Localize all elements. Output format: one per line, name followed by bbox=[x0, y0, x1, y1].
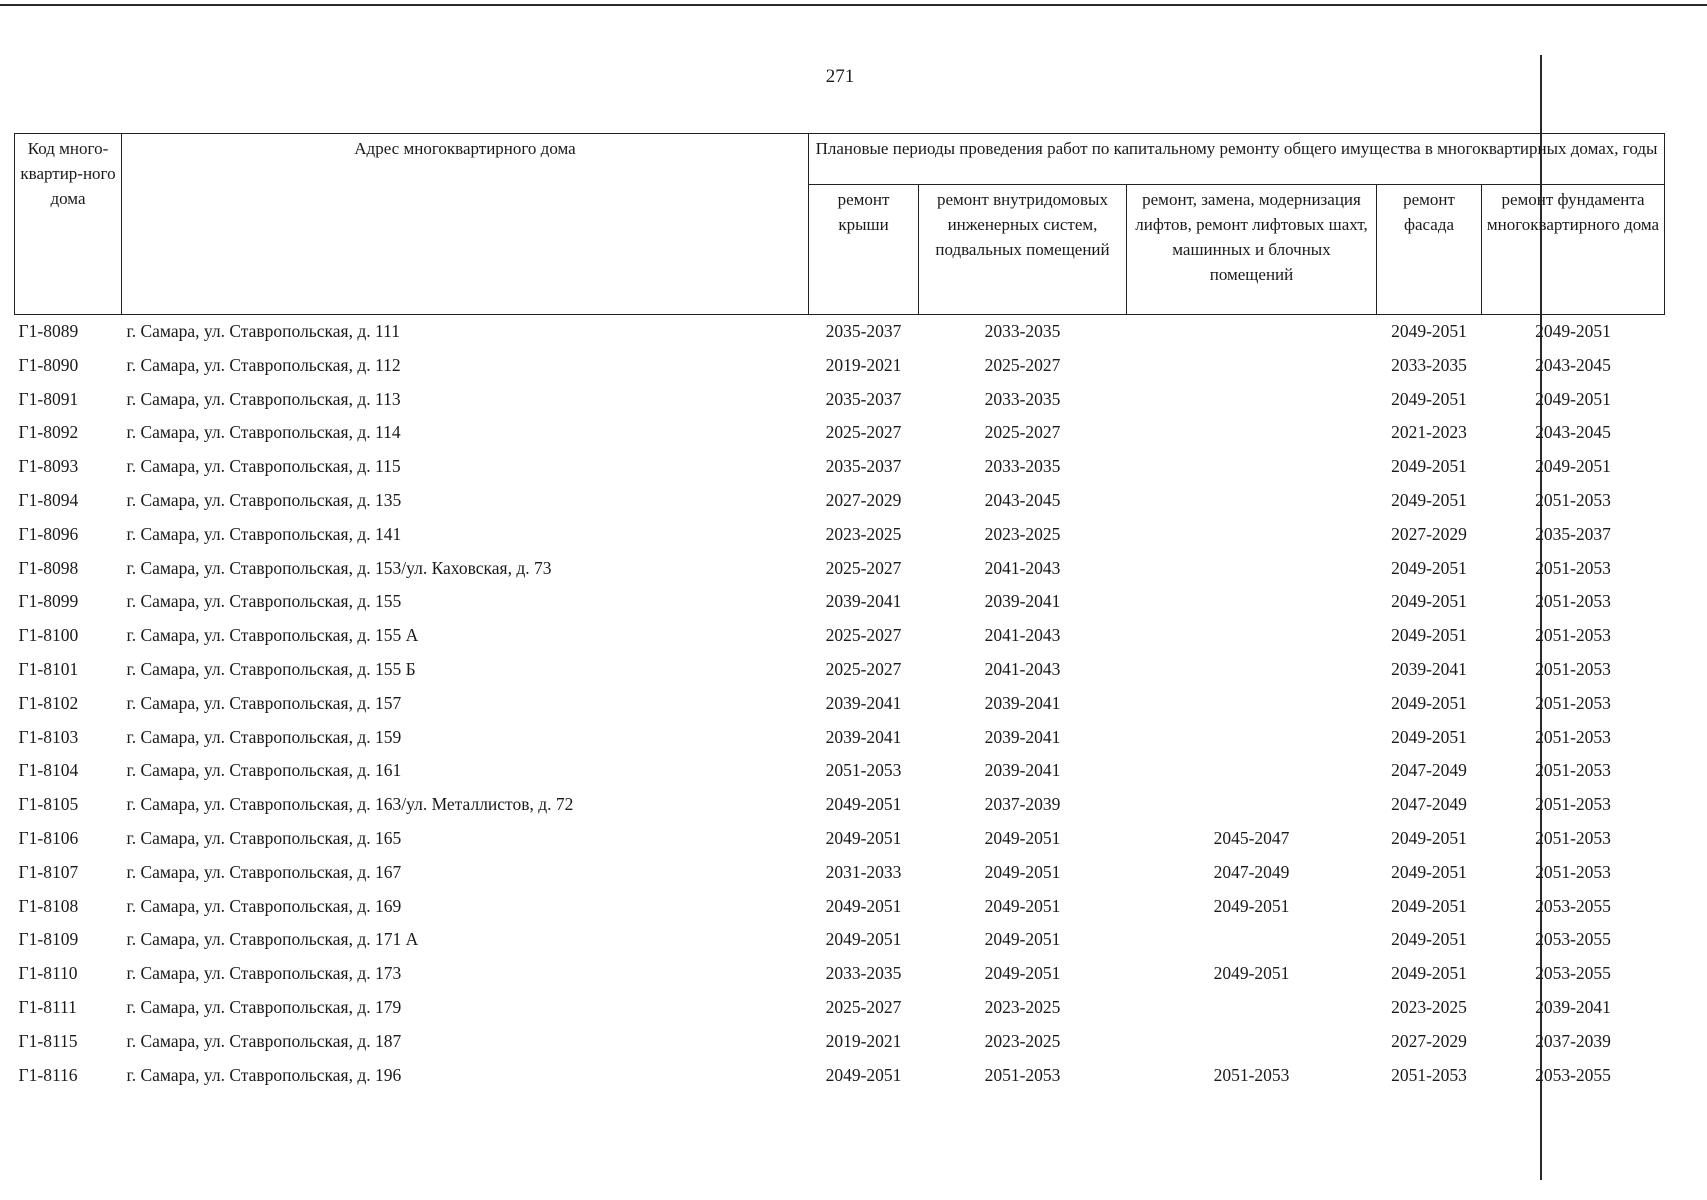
table-row bbox=[15, 585, 1665, 619]
cell-engineering: 2039-2041 bbox=[984, 760, 1061, 781]
cell-code: Г1-8116 bbox=[18, 1064, 78, 1085]
cell-facade: 2047-2049 bbox=[1391, 794, 1467, 815]
cell-roof: 2035-2037 bbox=[825, 321, 902, 341]
cell-address: г. Самара, ул. Ставропольская, д. 115 bbox=[126, 456, 401, 477]
cell-engineering: 2049-2051 bbox=[984, 861, 1061, 882]
cell-elevators bbox=[1127, 383, 1377, 417]
cell-roof: 2049-2051 bbox=[825, 895, 902, 916]
top-rule bbox=[0, 4, 1707, 6]
table-row bbox=[15, 923, 1665, 957]
cell-roof: 2035-2037 bbox=[825, 388, 902, 409]
cell-roof: 2025-2027 bbox=[825, 996, 902, 1017]
cell-facade: 2049-2051 bbox=[1391, 895, 1467, 916]
cell-foundation: 2053-2055 bbox=[1535, 963, 1611, 984]
cell-code: Г1-8093 bbox=[18, 456, 79, 477]
cell-facade: 2049-2051 bbox=[1391, 489, 1467, 510]
cell-address: г. Самара, ул. Ставропольская, д. 171 А bbox=[126, 929, 419, 950]
cell-facade: 2049-2051 bbox=[1391, 827, 1467, 848]
cell-foundation: 2053-2055 bbox=[1535, 895, 1611, 916]
header-roof: ремонт крыши bbox=[809, 185, 919, 315]
table-row bbox=[15, 687, 1665, 721]
cell-code: Г1-8115 bbox=[18, 1030, 78, 1051]
table-row bbox=[15, 349, 1665, 383]
cell-code: Г1-8092 bbox=[18, 422, 79, 443]
cell-engineering: 2037-2039 bbox=[984, 794, 1061, 815]
cell-elevators: 2045-2047 bbox=[1213, 827, 1290, 848]
cell-engineering: 2041-2043 bbox=[984, 625, 1061, 646]
cell-roof: 2039-2041 bbox=[825, 726, 902, 747]
cell-elevators bbox=[1127, 315, 1377, 349]
cell-elevators bbox=[1127, 518, 1377, 552]
cell-roof: 2025-2027 bbox=[825, 625, 902, 646]
cell-address: г. Самара, ул. Ставропольская, д. 157 bbox=[126, 692, 402, 713]
cell-code: Г1-8106 bbox=[18, 827, 79, 848]
cell-facade: 2049-2051 bbox=[1391, 625, 1467, 646]
cell-elevators bbox=[1127, 1025, 1377, 1059]
cell-elevators bbox=[1127, 687, 1377, 721]
table-row bbox=[15, 653, 1665, 687]
cell-facade: 2047-2049 bbox=[1391, 760, 1467, 781]
cell-address: г. Самара, ул. Ставропольская, д. 155 Б bbox=[126, 658, 416, 679]
cell-roof: 2049-2051 bbox=[825, 929, 902, 950]
cell-address: г. Самара, ул. Ставропольская, д. 112 bbox=[126, 354, 401, 375]
cell-foundation: 2051-2053 bbox=[1535, 794, 1611, 815]
table-row bbox=[15, 383, 1665, 417]
cell-foundation: 2043-2045 bbox=[1535, 422, 1611, 443]
header-address: Адрес многоквартирного дома bbox=[122, 134, 809, 315]
table-row bbox=[15, 890, 1665, 924]
cell-elevators bbox=[1127, 349, 1377, 383]
cell-code: Г1-8100 bbox=[18, 625, 79, 646]
cell-address: г. Самара, ул. Ставропольская, д. 135 bbox=[126, 489, 402, 510]
cell-code: Г1-8103 bbox=[18, 726, 79, 747]
cell-foundation: 2051-2053 bbox=[1535, 658, 1611, 679]
cell-foundation: 2037-2039 bbox=[1535, 1030, 1611, 1051]
cell-elevators bbox=[1127, 585, 1377, 619]
table-row bbox=[15, 619, 1665, 653]
table-header bbox=[15, 134, 1665, 315]
cell-address: г. Самара, ул. Ставропольская, д. 111 bbox=[126, 321, 400, 341]
table-row bbox=[15, 484, 1665, 518]
cell-code: Г1-8110 bbox=[18, 963, 78, 984]
cell-elevators: 2049-2051 bbox=[1213, 963, 1290, 984]
cell-engineering: 2039-2041 bbox=[984, 726, 1061, 747]
cell-address: г. Самара, ул. Ставропольская, д. 155 А bbox=[126, 625, 419, 646]
cell-facade: 2049-2051 bbox=[1391, 591, 1467, 612]
cell-address: г. Самара, ул. Ставропольская, д. 165 bbox=[126, 827, 402, 848]
table-row bbox=[15, 1025, 1665, 1059]
cell-code: Г1-8090 bbox=[18, 354, 79, 375]
cell-engineering: 2033-2035 bbox=[984, 388, 1061, 409]
cell-engineering: 2049-2051 bbox=[984, 963, 1061, 984]
cell-facade: 2023-2025 bbox=[1391, 996, 1467, 1017]
cell-facade: 2049-2051 bbox=[1391, 321, 1467, 341]
header-code: Код много-квартир-ного дома bbox=[15, 134, 122, 315]
cell-engineering: 2025-2027 bbox=[984, 422, 1061, 443]
cell-roof: 2035-2037 bbox=[825, 456, 902, 477]
cell-foundation: 2053-2055 bbox=[1535, 929, 1611, 950]
header-foundation: ремонт фундамента многоквартирного дома bbox=[1482, 185, 1665, 315]
cell-facade: 2049-2051 bbox=[1391, 456, 1467, 477]
cell-engineering: 2033-2035 bbox=[984, 456, 1061, 477]
cell-roof: 2049-2051 bbox=[825, 794, 902, 815]
header-facade: ремонт фасада bbox=[1377, 185, 1482, 315]
cell-engineering: 2033-2035 bbox=[984, 321, 1061, 341]
table-row bbox=[15, 552, 1665, 586]
cell-foundation: 2049-2051 bbox=[1535, 456, 1611, 477]
cell-code: Г1-8101 bbox=[18, 658, 79, 679]
cell-elevators bbox=[1127, 653, 1377, 687]
cell-address: г. Самара, ул. Ставропольская, д. 179 bbox=[126, 996, 402, 1017]
cell-foundation: 2051-2053 bbox=[1535, 760, 1611, 781]
table-row bbox=[15, 518, 1665, 552]
cell-facade: 2049-2051 bbox=[1391, 861, 1467, 882]
cell-code: Г1-8099 bbox=[18, 591, 79, 612]
cell-code: Г1-8111 bbox=[18, 996, 77, 1017]
cell-facade: 2021-2023 bbox=[1391, 422, 1467, 443]
cell-foundation: 2051-2053 bbox=[1535, 557, 1611, 578]
cell-address: г. Самара, ул. Ставропольская, д. 114 bbox=[126, 422, 401, 443]
table-row bbox=[15, 856, 1665, 890]
cell-code: Г1-8096 bbox=[18, 523, 79, 544]
cell-roof: 2031-2033 bbox=[825, 861, 902, 882]
table-row bbox=[15, 1059, 1665, 1093]
cell-code: Г1-8094 bbox=[18, 489, 79, 510]
cell-foundation: 2039-2041 bbox=[1535, 996, 1611, 1017]
cell-facade: 2051-2053 bbox=[1391, 1064, 1467, 1085]
cell-foundation: 2049-2051 bbox=[1535, 321, 1611, 341]
cell-engineering: 2051-2053 bbox=[984, 1064, 1061, 1085]
table-row bbox=[15, 416, 1665, 450]
cell-foundation: 2049-2051 bbox=[1535, 388, 1611, 409]
repair-schedule-table bbox=[14, 133, 1665, 1092]
cell-roof: 2051-2053 bbox=[825, 760, 902, 781]
cell-engineering: 2043-2045 bbox=[984, 489, 1061, 510]
cell-engineering: 2041-2043 bbox=[984, 658, 1061, 679]
cell-roof: 2025-2027 bbox=[825, 658, 902, 679]
table-row bbox=[15, 991, 1665, 1025]
table-body bbox=[15, 315, 1665, 1093]
cell-foundation: 2053-2055 bbox=[1535, 1064, 1611, 1085]
cell-elevators: 2049-2051 bbox=[1213, 895, 1290, 916]
cell-engineering: 2049-2051 bbox=[984, 895, 1061, 916]
cell-facade: 2049-2051 bbox=[1391, 963, 1467, 984]
table-row bbox=[15, 788, 1665, 822]
cell-facade: 2027-2029 bbox=[1391, 1030, 1467, 1051]
cell-facade: 2049-2051 bbox=[1391, 929, 1467, 950]
cell-elevators bbox=[1127, 484, 1377, 518]
cell-facade: 2027-2029 bbox=[1391, 523, 1467, 544]
cell-code: Г1-8098 bbox=[18, 557, 79, 578]
cell-foundation: 2051-2053 bbox=[1535, 827, 1611, 848]
cell-elevators: 2051-2053 bbox=[1213, 1064, 1290, 1085]
cell-engineering: 2041-2043 bbox=[984, 557, 1061, 578]
cell-code: Г1-8089 bbox=[18, 321, 79, 341]
cell-roof: 2039-2041 bbox=[825, 692, 902, 713]
cell-foundation: 2051-2053 bbox=[1535, 726, 1611, 747]
table-row bbox=[15, 721, 1665, 755]
cell-foundation: 2051-2053 bbox=[1535, 861, 1611, 882]
cell-engineering: 2023-2025 bbox=[984, 996, 1061, 1017]
cell-facade: 2049-2051 bbox=[1391, 557, 1467, 578]
table-row bbox=[15, 315, 1665, 349]
cell-engineering: 2023-2025 bbox=[984, 523, 1061, 544]
cell-address: г. Самара, ул. Ставропольская, д. 167 bbox=[126, 861, 402, 882]
cell-foundation: 2051-2053 bbox=[1535, 489, 1611, 510]
cell-address: г. Самара, ул. Ставропольская, д. 161 bbox=[126, 760, 402, 781]
cell-elevators bbox=[1127, 754, 1377, 788]
cell-elevators: 2047-2049 bbox=[1213, 861, 1290, 882]
cell-elevators bbox=[1127, 450, 1377, 484]
table-row bbox=[15, 754, 1665, 788]
cell-address: г. Самара, ул. Ставропольская, д. 163/ул. Металлистов, д. 72 bbox=[126, 794, 574, 815]
cell-code: Г1-8105 bbox=[18, 794, 79, 815]
cell-address: г. Самара, ул. Ставропольская, д. 153/ул. Каховская, д. 73 bbox=[126, 557, 552, 578]
cell-facade: 2033-2035 bbox=[1391, 354, 1467, 375]
cell-facade: 2039-2041 bbox=[1391, 658, 1467, 679]
cell-elevators bbox=[1127, 552, 1377, 586]
cell-code: Г1-8107 bbox=[18, 861, 79, 882]
cell-foundation: 2043-2045 bbox=[1535, 354, 1611, 375]
cell-roof: 2039-2041 bbox=[825, 591, 902, 612]
cell-engineering: 2039-2041 bbox=[984, 591, 1061, 612]
cell-roof: 2049-2051 bbox=[825, 827, 902, 848]
cell-elevators bbox=[1127, 721, 1377, 755]
cell-elevators bbox=[1127, 923, 1377, 957]
cell-roof: 2049-2051 bbox=[825, 1064, 902, 1085]
cell-code: Г1-8091 bbox=[18, 388, 79, 409]
cell-code: Г1-8108 bbox=[18, 895, 79, 916]
cell-foundation: 2051-2053 bbox=[1535, 692, 1611, 713]
table-row bbox=[15, 822, 1665, 856]
header-engineering: ремонт внутридомовых инженерных систем, подвальных помещений bbox=[919, 185, 1127, 315]
cell-elevators bbox=[1127, 416, 1377, 450]
cell-roof: 2027-2029 bbox=[825, 489, 902, 510]
cell-foundation: 2051-2053 bbox=[1535, 625, 1611, 646]
cell-engineering: 2049-2051 bbox=[984, 929, 1061, 950]
cell-engineering: 2039-2041 bbox=[984, 692, 1061, 713]
cell-elevators bbox=[1127, 788, 1377, 822]
cell-elevators bbox=[1127, 991, 1377, 1025]
cell-address: г. Самара, ул. Ставропольская, д. 155 bbox=[126, 591, 402, 612]
cell-roof: 2025-2027 bbox=[825, 557, 902, 578]
table-row bbox=[15, 957, 1665, 991]
cell-foundation: 2051-2053 bbox=[1535, 591, 1611, 612]
cell-address: г. Самара, ул. Ставропольская, д. 187 bbox=[126, 1030, 402, 1051]
cell-code: Г1-8102 bbox=[18, 692, 79, 713]
cell-address: г. Самара, ул. Ставропольская, д. 141 bbox=[126, 523, 402, 544]
cell-facade: 2049-2051 bbox=[1391, 388, 1467, 409]
cell-engineering: 2023-2025 bbox=[984, 1030, 1061, 1051]
cell-roof: 2019-2021 bbox=[825, 1030, 902, 1051]
cell-address: г. Самара, ул. Ставропольская, д. 113 bbox=[126, 388, 401, 409]
cell-roof: 2019-2021 bbox=[825, 354, 902, 375]
cell-engineering: 2025-2027 bbox=[984, 354, 1061, 375]
table-row bbox=[15, 450, 1665, 484]
header-periods-group: Плановые периоды проведения работ по капитальному ремонту общего имущества в многоквартирных домах, годы bbox=[809, 134, 1665, 185]
cell-foundation: 2035-2037 bbox=[1535, 523, 1611, 544]
cell-address: г. Самара, ул. Ставропольская, д. 169 bbox=[126, 895, 402, 916]
page-number: 271 bbox=[825, 66, 855, 87]
header-elevators: ремонт, замена, модернизация лифтов, ремонт лифтовых шахт, машинных и блочных помещений bbox=[1127, 185, 1377, 315]
cell-code: Г1-8104 bbox=[18, 760, 79, 781]
cell-roof: 2033-2035 bbox=[825, 963, 902, 984]
cell-roof: 2023-2025 bbox=[825, 523, 902, 544]
cell-roof: 2025-2027 bbox=[825, 422, 902, 443]
cell-engineering: 2049-2051 bbox=[984, 827, 1061, 848]
cell-address: г. Самара, ул. Ставропольская, д. 159 bbox=[126, 726, 402, 747]
cell-address: г. Самара, ул. Ставропольская, д. 173 bbox=[126, 963, 402, 984]
cell-elevators bbox=[1127, 619, 1377, 653]
cell-facade: 2049-2051 bbox=[1391, 726, 1467, 747]
cell-address: г. Самара, ул. Ставропольская, д. 196 bbox=[126, 1064, 402, 1085]
cell-code: Г1-8109 bbox=[18, 929, 79, 950]
cell-facade: 2049-2051 bbox=[1391, 692, 1467, 713]
